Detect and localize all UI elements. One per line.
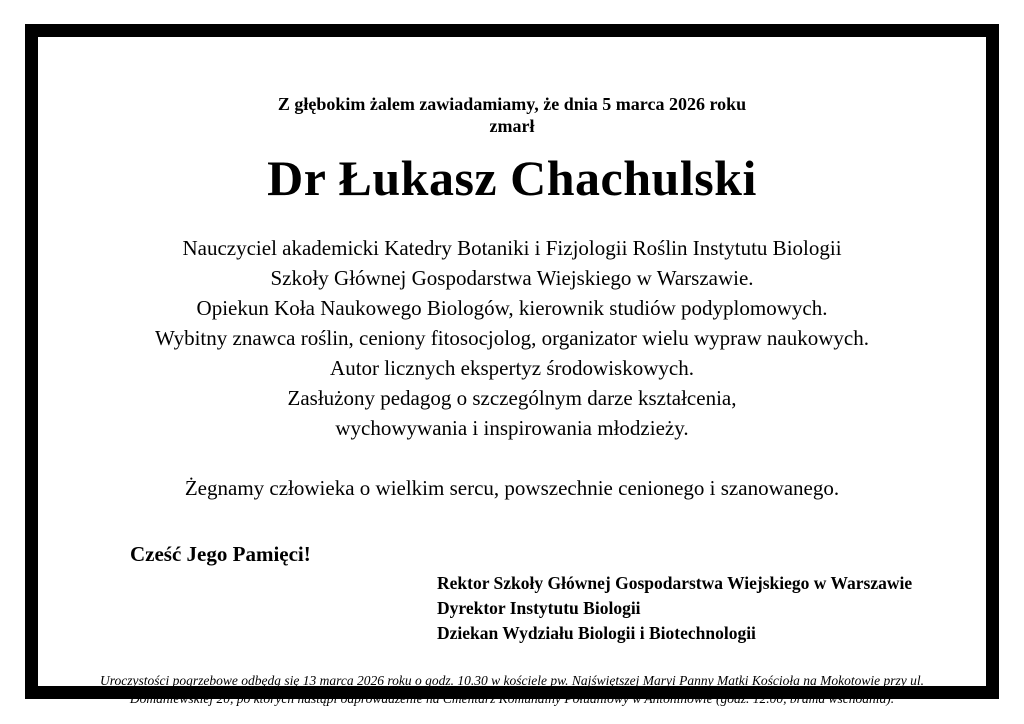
tribute-line: Cześć Jego Pamięci!	[130, 542, 311, 566]
deceased-name: Dr Łukasz Chachulski	[267, 150, 757, 206]
signatory: Dziekan Wydziału Biologii i Biotechnologii	[437, 623, 756, 643]
mourning-border	[25, 24, 999, 706]
biography-line: wychowywania i inspirowania młodzieży.	[335, 416, 689, 440]
biography	[76, 233, 948, 443]
farewell-line: Żegnamy człowieka o wielkim sercu, powszechnie cenionego i szanowanego.	[184, 476, 840, 500]
biography-line: Szkoły Głównej Gospodarstwa Wiejskiego w Warszawie.	[270, 266, 754, 290]
obituary-content	[76, 74, 948, 706]
signatory: Dyrektor Instytutu Biologii	[437, 598, 641, 618]
announcement-line-1: Z głębokim żalem zawiadamiamy, że dnia 5 marca 2026 roku	[277, 94, 747, 114]
biography-line: Zasłużony pedagog o szczególnym darze kształcenia,	[287, 386, 737, 410]
biography-line: Nauczyciel akademicki Katedry Botaniki i Fizjologii Roślin Instytutu Biologii	[182, 236, 842, 260]
announcement-line-2: zmarł	[489, 116, 535, 136]
biography-line: Autor licznych ekspertyz środowiskowych.	[330, 356, 694, 380]
death-announcement	[76, 93, 948, 137]
funeral-details: Uroczystości pogrzebowe odbędą się 13 marca 2026 roku o godz. 10.30 w kościele pw. Najświętszej Maryi Panny Matki Kościoła na Mokotowie przy ul. Domaniewskiej 20, po których nastąpi odprowadzenie na Cmentarz Komunalny Południowy w Antoninowie (godz. 12.00, brama wschodnia).	[100, 673, 924, 706]
biography-line: Wybitny znawca roślin, ceniony fitosocjolog, organizator wielu wypraw naukowych.	[155, 326, 869, 350]
signatory: Rektor Szkoły Głównej Gospodarstwa Wiejskiego w Warszawie	[437, 573, 913, 593]
biography-line: Opiekun Koła Naukowego Biologów, kierownik studiów podyplomowych.	[196, 296, 828, 320]
signatories	[437, 571, 948, 646]
